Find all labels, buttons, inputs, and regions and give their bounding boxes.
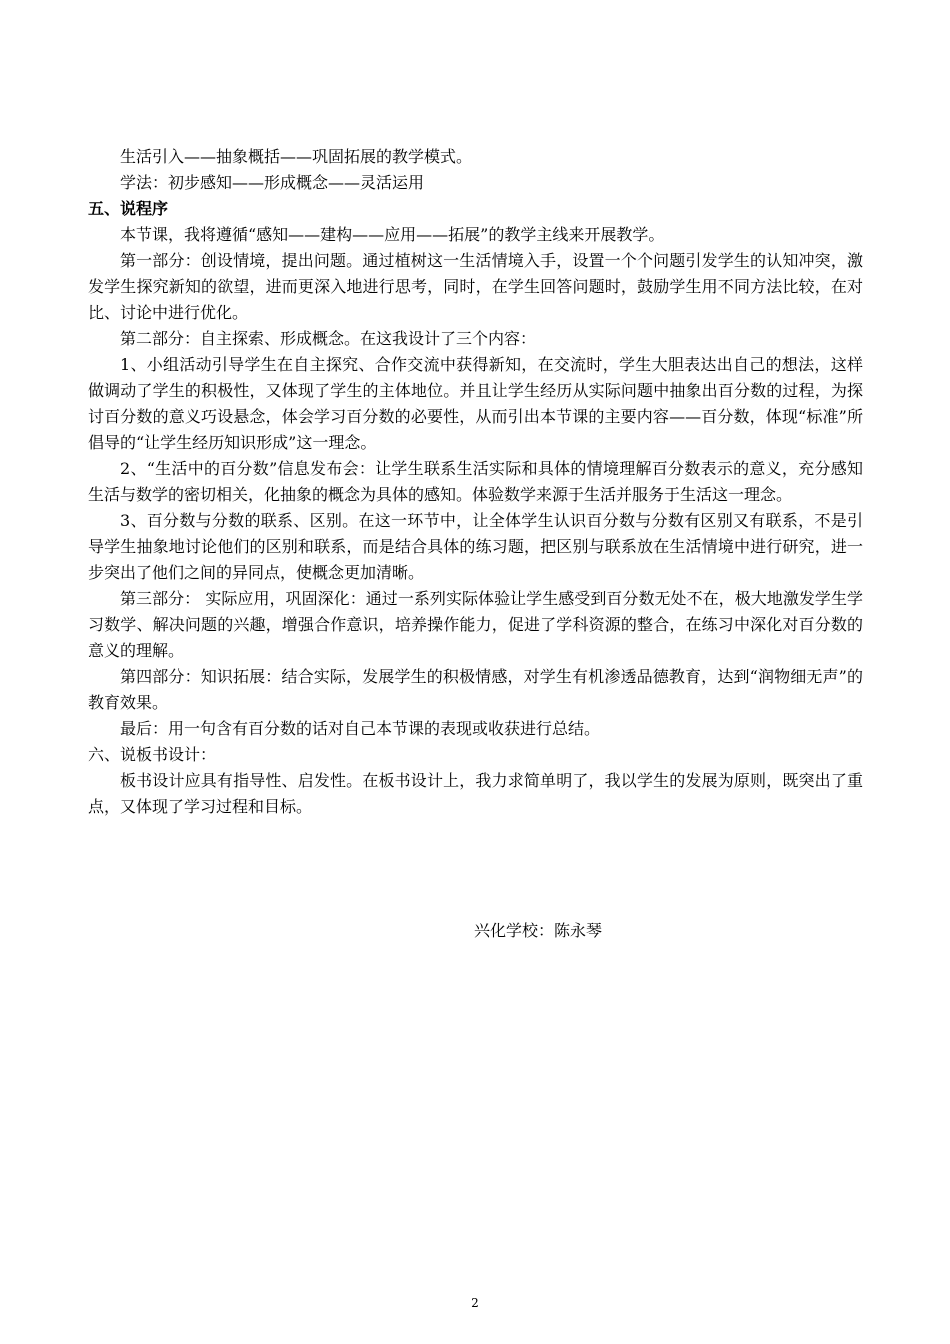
paragraph: 本节课，我将遵循“感知——建构——应用——拓展”的教学主线来开展教学。 (120, 225, 665, 244)
paragraph: 1、小组活动引导学生在自主探究、合作交流中获得新知，在交流时，学生大胆表达出自己的想法，这样做调动了学生的积极性，又体现了学生的主体地位。并且让学生经历从实际问题中抽象出百分数的过程，为探讨百分数的意义巧设悬念，体会学习百分数的必要性，从而引出本节课的主要内容——百分数，体现“标准”所倡导的“让学生经历知识形成”这一理念。 (88, 355, 863, 452)
paragraph: 2、“生活中的百分数”信息发布会：让学生联系生活实际和具体的情境理解百分数表示的意义，充分感知生活与数学的密切相关，化抽象的概念为具体的感知。体验数学来源于生活并服务于生活这一理念。 (88, 459, 863, 504)
document-body (88, 144, 863, 820)
paragraph: 3、百分数与分数的联系、区别。在这一环节中，让全体学生认识百分数与分数有区别又有联系，不是引导学生抽象地讨论他们的区别和联系，而是结合具体的练习题，把区别与联系放在生活情境中进行研究，进一步突出了他们之间的异同点，使概念更加清晰。 (88, 511, 863, 582)
paragraph: 第四部分：知识拓展：结合实际，发展学生的积极情感，对学生有机渗透品德教育，达到“润物细无声”的教育效果。 (88, 667, 863, 712)
paragraph: 生活引入——抽象概括——巩固拓展的教学模式。 (120, 147, 473, 166)
section-heading: 五、说程序 (88, 199, 169, 218)
section-heading: 六、说板书设计： (88, 745, 217, 764)
signature: 兴化学校：陈永琴 (474, 921, 603, 940)
paragraph: 板书设计应具有指导性、启发性。在板书设计上，我力求简单明了，我以学生的发展为原则，既突出了重点，又体现了学习过程和目标。 (88, 771, 863, 816)
page-number: 2 (471, 1296, 479, 1310)
paragraph: 第三部分： 实际应用，巩固深化：通过一系列实际体验让学生感受到百分数无处不在，极大地激发学生学习数学、解决问题的兴趣，增强合作意识，培养操作能力，促进了学科资源的整合，在练习中深化对百分数的意义的理解。 (88, 589, 863, 660)
paragraph: 第二部分：自主探索、形成概念。在这我设计了三个内容： (120, 329, 537, 348)
paragraph: 学法：初步感知——形成概念——灵活运用 (120, 173, 425, 192)
paragraph: 第一部分：创设情境，提出问题。通过植树这一生活情境入手，设置一个个问题引发学生的认知冲突，激发学生探究新知的欲望，进而更深入地进行思考，同时，在学生回答问题时，鼓励学生用不同方法比较，在对比、讨论中进行优化。 (88, 251, 863, 322)
paragraph: 最后：用一句含有百分数的话对自己本节课的表现或收获进行总结。 (120, 719, 601, 738)
